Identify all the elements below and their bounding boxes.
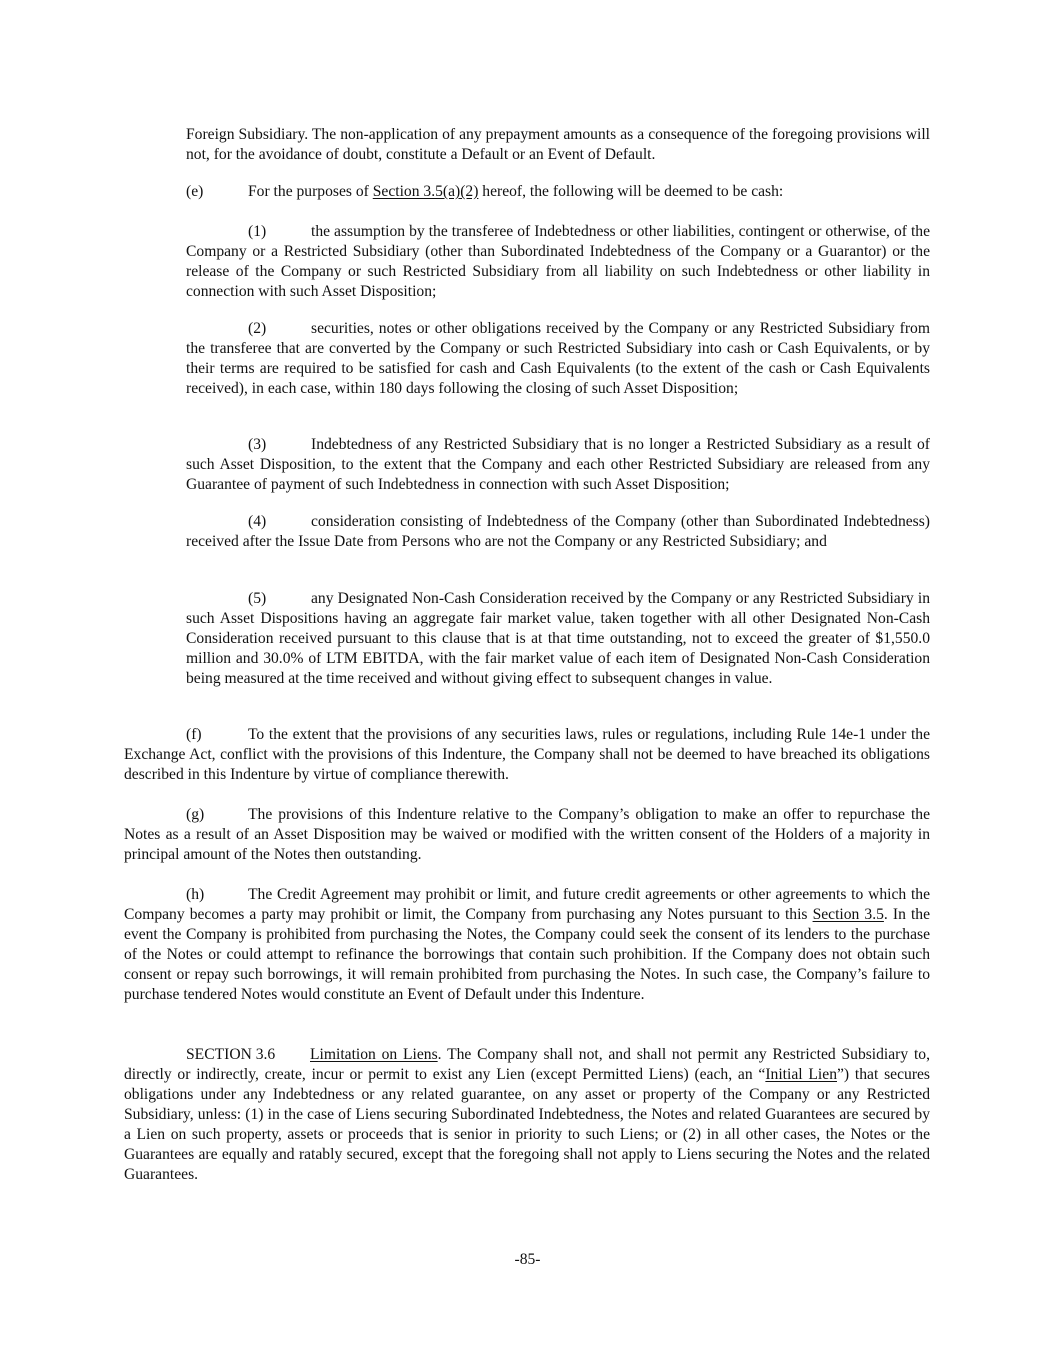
- paragraph-label: (f): [186, 726, 202, 743]
- clause-text: the assumption by the transferee of Indebtedness or other liabilities, contingent or otherwise, of the Company or a Restricted Subsidiary (other than Subordinated Indebtedness of the Company or a Guarantor) or the release of the Company or such Restricted Subsidiary from all liability on such Indebtedness or other liability in connection with such Asset Disposition;: [186, 223, 930, 300]
- clause-label: (3): [248, 436, 267, 453]
- page-number: -85-: [514, 1251, 541, 1268]
- paragraph-f: [124, 725, 930, 785]
- clause-label: (2): [248, 320, 267, 337]
- clause-label: (5): [248, 590, 267, 607]
- paragraph-label: (e): [186, 183, 204, 200]
- clause-text: any Designated Non-Cash Consideration received by the Company or any Restricted Subsidiary in such Asset Dispositions having an aggregate fair market value, taken together with all other Designated Non-Cash Consideration received pursuant to this clause that is at that time outstanding, not to exceed the greater of $1,550.0 million and 30.0% of LTM EBITDA, with the fair market value of each item of Designated Non-Cash Consideration being measured at the time received and without giving effect to subsequent changes in value.: [186, 590, 930, 687]
- clause-4: [186, 512, 930, 552]
- section-label: SECTION 3.6: [186, 1046, 276, 1063]
- clause-1: [186, 222, 930, 302]
- clause-5: [186, 589, 930, 689]
- paragraph-g: [124, 805, 930, 865]
- paragraph-text: The provisions of this Indenture relative to the Company’s obligation to make an offer to repurchase the Notes as a result of an Asset Disposition may be waived or modified with the written consent of the Holders of a majority in principal amount of the Notes then outstanding.: [124, 806, 930, 863]
- section-reference-link[interactable]: Section 3.5(a)(2): [372, 183, 479, 200]
- section-3-6: SECTION 3.6 Limitation on Liens. The Company shall not, and shall not permit any Restricted Subsidiary to, directly or indirectly, create, incur or permit to exist any Lien (except Permitted Liens) (each, an “Initial Lien”) that secures obligations under any Indebtedness or any related guarantee, on any asset or property of the Company or any Restricted Subsidiary, unless: (1) in the case of Liens securing Subordinated Indebtedness, the Notes and related Guarantees are secured by a Lien on such property, assets or proceeds that is senior in priority to such Liens; or (2) in all other cases, the Notes or the Guarantees are equally and ratably secured, except that the foregoing shall not apply to Liens securing the Notes and the related Guarantees.: [124, 1046, 931, 1183]
- paragraph-text: To the extent that the provisions of any securities laws, rules or regulations, including Rule 14e-1 under the Exchange Act, conflict with the provisions of this Indenture, the Company shall not be deemed to have breached its obligations described in this Indenture by virtue of compliance therewith.: [124, 726, 930, 783]
- defined-term: Initial Lien: [765, 1066, 837, 1083]
- clause-3: [186, 435, 930, 495]
- clause-label: (1): [248, 223, 267, 240]
- clause-text: securities, notes or other obligations received by the Company or any Restricted Subsidiary from the transferee that are converted by the Company or such Restricted Subsidiary into cash or Cash Equivalents, or by their terms are required to be satisfied for cash and Cash Equivalents (to the extent of the cash or Cash Equivalents received), in each case, within 180 days following the closing of such Asset Disposition;: [186, 320, 930, 397]
- clause-2: [186, 319, 930, 399]
- paragraph-text: Foreign Subsidiary. The non-application of any prepayment amounts as a consequence of the foregoing provisions will not, for the avoidance of doubt, constitute a Default or an Event of Default.: [186, 126, 930, 163]
- paragraph-h: (h) The Credit Agreement may prohibit or limit, and future credit agreements or other agreements to which the Company becomes a party may prohibit or limit, the Company from purchasing any Notes pursuant to this Section 3.5. In the event the Company is prohibited from purchasing the Notes, the Company could seek the consent of its lenders to the purchase of the Notes or could attempt to refinance the borrowings that contain such prohibition. If the Company does not obtain such consent or repay such borrowings, it will remain prohibited from purchasing the Notes. In such case, the Company’s failure to purchase tendered Notes would constitute an Event of Default under this Indenture.: [124, 886, 930, 1003]
- section-reference-link[interactable]: Section 3.5: [812, 906, 884, 923]
- section-title: Limitation on Liens: [310, 1046, 438, 1063]
- paragraph-e: (e) For the purposes of Section 3.5(a)(2) hereof, the following will be deemed to be cash:: [186, 183, 784, 200]
- clause-text: consideration consisting of Indebtedness of the Company (other than Subordinated Indebtedness) received after the Issue Date from Persons who are not the Company or any Restricted Subsidiary; and: [186, 513, 930, 550]
- paragraph-continuation: [186, 125, 930, 165]
- paragraph-label: (h): [186, 886, 205, 903]
- paragraph-label: (g): [186, 806, 205, 823]
- clause-label: (4): [248, 513, 267, 530]
- clause-text: Indebtedness of any Restricted Subsidiary that is no longer a Restricted Subsidiary as a result of such Asset Disposition, to the extent that the Company and each other Restricted Subsidiary are released from any Guarantee of payment of such Indebtedness in connection with such Asset Disposition;: [186, 436, 930, 493]
